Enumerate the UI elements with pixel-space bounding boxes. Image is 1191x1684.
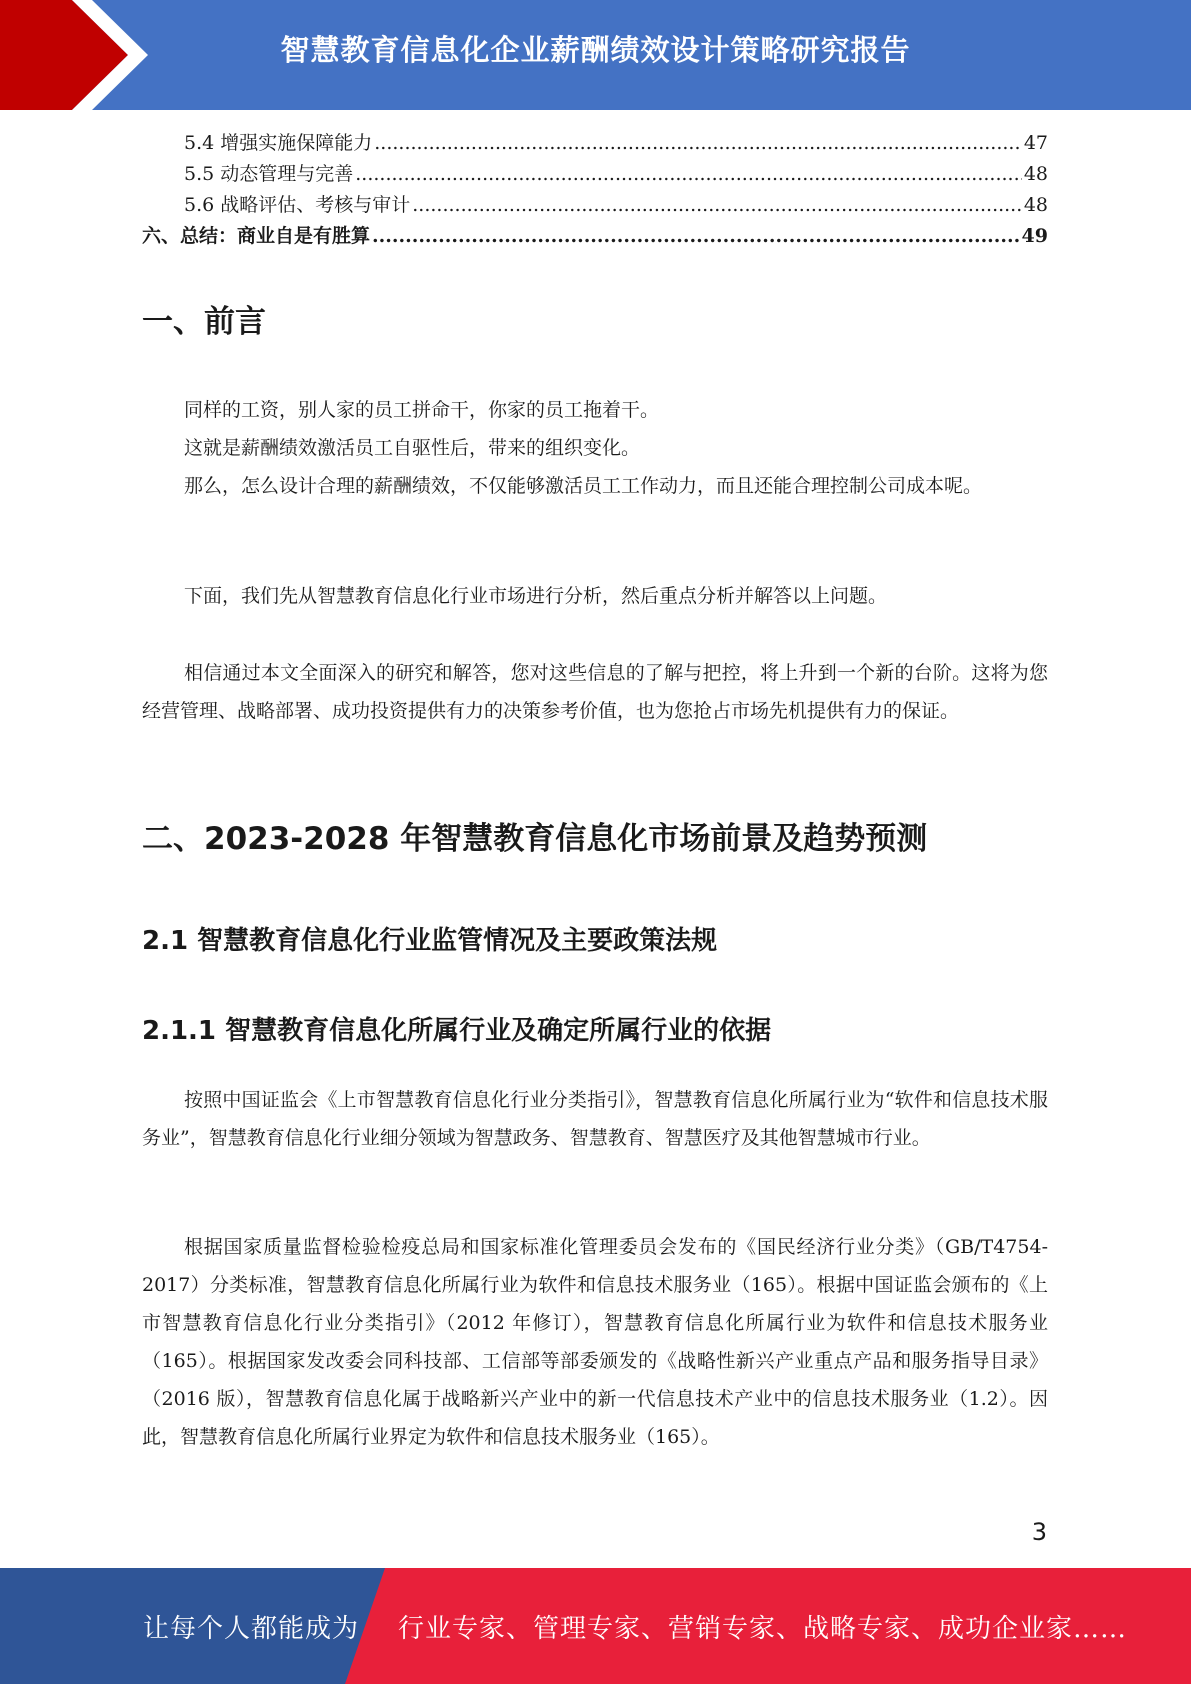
toc-item-label: 5.4 增强实施保障能力 xyxy=(184,132,373,154)
page-number: 3 xyxy=(1031,1518,1047,1546)
section-heading-market-outlook: 二、2023-2028 年智慧教育信息化市场前景及趋势预测 xyxy=(142,821,928,857)
toc-item[interactable] xyxy=(142,128,1048,159)
body-paragraph: 那么，怎么设计合理的薪酬绩效，不仅能够激活员工工作动力，而且还能合理控制公司成本呢。 xyxy=(184,475,983,497)
toc-item-page: 49 xyxy=(1021,225,1048,247)
subsection-heading: 2.1 智慧教育信息化行业监管情况及主要政策法规 xyxy=(142,926,718,956)
toc-leader-dots xyxy=(412,194,1022,216)
body-paragraph: 这就是薪酬绩效激活员工自驱性后，带来的组织变化。 xyxy=(184,437,641,459)
section-heading-preface: 一、前言 xyxy=(142,304,266,340)
toc-item[interactable] xyxy=(142,159,1048,190)
toc-item-page: 48 xyxy=(1023,194,1048,216)
header-banner xyxy=(0,0,1191,110)
toc-item-label: 六、总结：商业自是有胜算 xyxy=(142,225,371,247)
toc-leader-dots xyxy=(355,163,1022,185)
body-paragraph: 根据国家质量监督检验检疫总局和国家标准化管理委员会发布的《国民经济行业分类》（GB/T4754-2017）分类标准，智慧教育信息化所属行业为软件和信息技术服务业（165）。根据中国证监会颁布的《上市智慧教育信息化行业分类指引》（2012 年修订），智慧教育信息化所属行业为软件和信息技术服务业（165）。根据国家发改委会同科技部、工信部等部委颁发的《战略性新兴产业重点产品和服务指导目录》（2016 版），智慧教育信息化属于战略新兴产业中的新一代信息技术产业中的信息技术服务业（1.2）。因此，智慧教育信息化所属行业界定为软件和信息技术服务业（165）。 xyxy=(142,1236,1048,1448)
report-title: 智慧教育信息化企业薪酬绩效设计策略研究报告 xyxy=(280,33,911,67)
toc-item[interactable] xyxy=(142,190,1048,221)
toc-item[interactable] xyxy=(142,221,1048,252)
body-paragraph: 同样的工资，别人家的员工拼命干，你家的员工拖着干。 xyxy=(184,399,660,421)
footer-slogan-left: 让每个人都能成为 xyxy=(143,1614,360,1644)
toc-item-label: 5.6 战略评估、考核与审计 xyxy=(184,194,411,216)
table-of-contents xyxy=(142,128,1048,252)
subsubsection-heading: 2.1.1 智慧教育信息化所属行业及确定所属行业的依据 xyxy=(142,1016,772,1046)
toc-item-page: 48 xyxy=(1023,163,1048,185)
toc-item-page: 47 xyxy=(1023,132,1048,154)
body-paragraph: 下面，我们先从智慧教育信息化行业市场进行分析，然后重点分析并解答以上问题。 xyxy=(184,585,888,607)
toc-leader-dots xyxy=(372,225,1020,247)
body-paragraph: 相信通过本文全面深入的研究和解答，您对这些信息的了解与把控，将上升到一个新的台阶。这将为您经营管理、战略部署、成功投资提供有力的决策参考价值，也为您抢占市场先机提供有力的保证。 xyxy=(142,662,1048,722)
toc-item-label: 5.5 动态管理与完善 xyxy=(184,163,354,185)
footer-slogan-right: 行业专家、管理专家、营销专家、战略专家、成功企业家…… xyxy=(398,1614,1128,1644)
toc-leader-dots xyxy=(374,132,1022,154)
footer-banner xyxy=(0,1568,1191,1684)
body-paragraph: 按照中国证监会《上市智慧教育信息化行业分类指引》，智慧教育信息化所属行业为“软件和信息技术服务业”，智慧教育信息化行业细分领域为智慧政务、智慧教育、智慧医疗及其他智慧城市行业。 xyxy=(142,1089,1048,1149)
